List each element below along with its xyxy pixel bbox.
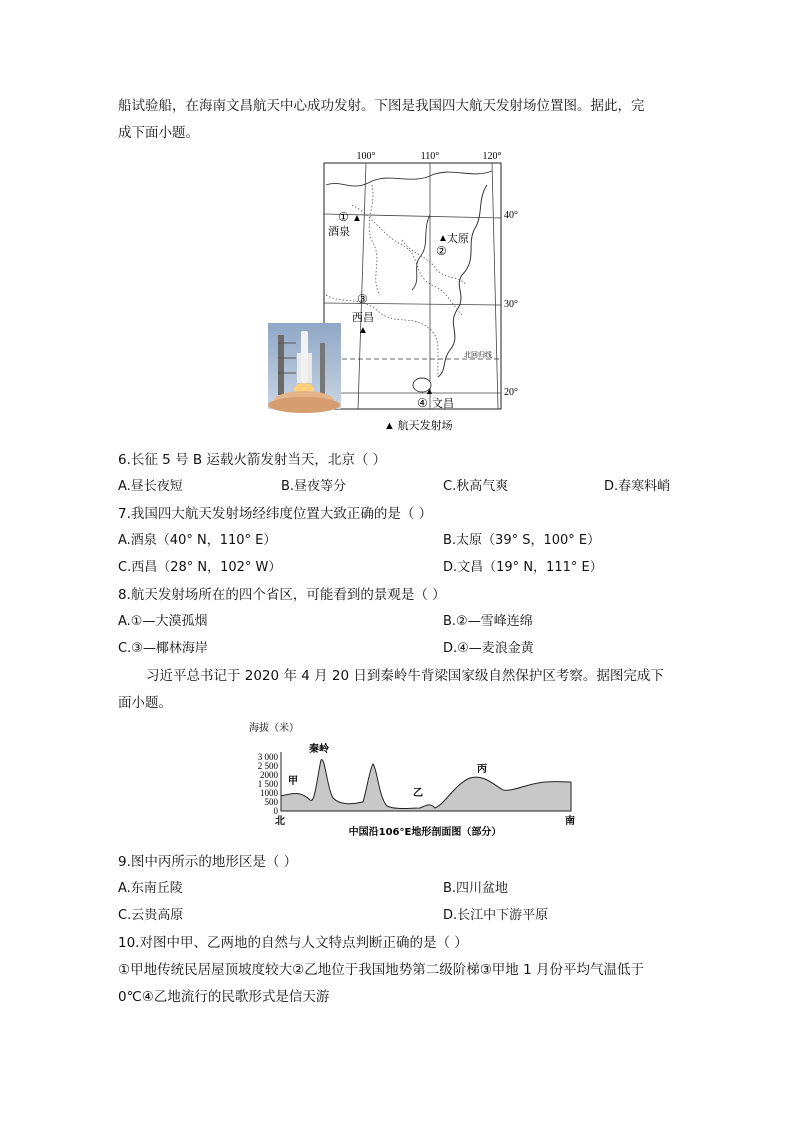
ytick-1000: 1000 — [260, 788, 278, 798]
profile-south: 南 — [565, 816, 575, 827]
site-jiuquan-name: 酒泉 — [328, 226, 350, 238]
tropic-label: 北回归线 — [464, 351, 492, 359]
profile-north: 北 — [275, 816, 285, 827]
ytick-2500: 2 500 — [257, 761, 278, 771]
q7-option-b[interactable]: B.太原（39° S，100° E） — [443, 533, 601, 548]
q8-option-a[interactable]: A.①—大漠孤烟 — [118, 614, 208, 629]
label-yi: 乙 — [413, 788, 423, 799]
profile-caption: 中国沿106°E地形剖面图（部分） — [348, 827, 502, 838]
rocket-launch-photo — [268, 323, 341, 409]
q7-option-c[interactable]: C.西昌（28° N，102° W） — [118, 560, 282, 575]
q7-option-d[interactable]: D.文昌（19° N，111° E） — [443, 560, 603, 575]
site-xichang-name: 西昌 — [352, 312, 374, 324]
profile-terrain — [281, 760, 571, 811]
site-jiuquan-num: ① — [338, 210, 349, 224]
lon-label-120: 120° — [482, 151, 502, 162]
site-wenchang-marker: ▲ — [425, 386, 434, 396]
q10-statements-line-2: 0℃④乙地流行的民歌形式是信天游 — [118, 989, 330, 1005]
ytick-3000: 3 000 — [257, 752, 278, 762]
q6-option-c[interactable]: C.秋高气爽 — [443, 479, 509, 494]
q6-option-a[interactable]: A.昼长夜短 — [118, 479, 183, 494]
q10-statements-line-1: ①甲地传统民居屋顶坡度较大②乙地位于我国地势第二级阶梯③甲地 1 月份平均气温低于 — [118, 962, 644, 978]
site-jiuquan-marker: ▲ — [352, 213, 362, 224]
ytick-2000: 2000 — [260, 770, 278, 780]
lon-label-100: 100° — [356, 151, 376, 162]
site-taiyuan-name: 太原 — [447, 233, 469, 245]
q6-stem: 6.长征 5 号 B 运载火箭发射当天，北京（ ） — [118, 452, 387, 468]
lat-label-40: 40° — [504, 210, 518, 221]
label-qinling: 秦岭 — [309, 744, 329, 755]
label-jia: 甲 — [288, 776, 298, 787]
ytick-0: 0 — [273, 806, 278, 816]
profile-ylabel: 海拔（米） — [249, 723, 299, 734]
profile-yticks — [258, 752, 279, 816]
intro2-line-1: 习近平总书记于 2020 年 4 月 20 日到秦岭牛背梁国家级自然保护区考察。据图完成下 — [146, 668, 664, 684]
site-taiyuan-marker: ▲ — [438, 233, 448, 244]
terrain-profile — [245, 718, 585, 843]
intro-line-2: 成下面小题。 — [118, 125, 199, 141]
q6-option-d[interactable]: D.春寒料峭 — [604, 479, 671, 494]
q7-stem: 7.我国四大航天发射场经纬度位置大致正确的是（ ） — [118, 506, 433, 522]
q9-option-d[interactable]: D.长江中下游平原 — [443, 908, 549, 923]
q6-option-b[interactable]: B.昼夜等分 — [281, 479, 347, 494]
ytick-500: 500 — [264, 797, 278, 807]
lon-label-110: 110° — [420, 151, 440, 162]
site-xichang-marker: ▲ — [358, 325, 368, 336]
q8-stem: 8.航天发射场所在的四个省区，可能看到的景观是（ ） — [118, 587, 446, 603]
q7-option-a[interactable]: A.酒泉（40° N，110° E） — [118, 533, 277, 548]
intro2-line-2: 面小题。 — [118, 695, 172, 711]
map-legend: ▲ 航天发射场 — [384, 420, 453, 432]
lat-label-30: 30° — [504, 299, 518, 310]
map-frame — [324, 163, 501, 409]
q9-option-b[interactable]: B.四川盆地 — [443, 881, 509, 896]
site-wenchang-num: ④ — [417, 396, 428, 410]
q8-option-c[interactable]: C.③—椰林海岸 — [118, 641, 208, 656]
q10-stem: 10.对图中甲、乙两地的自然与人文特点判断正确的是（ ） — [118, 935, 468, 951]
q8-option-d[interactable]: D.④—麦浪金黄 — [443, 641, 534, 656]
intro-line-1: 船试验船，在海南文昌航天中心成功发射。下图是我国四大航天发射场位置图。据此，完 — [118, 98, 645, 114]
q9-option-c[interactable]: C.云贵高原 — [118, 908, 184, 923]
q9-stem: 9.图中丙所示的地形区是（ ） — [118, 854, 298, 870]
ytick-1500: 1 500 — [257, 779, 278, 789]
site-taiyuan-num: ② — [436, 244, 447, 258]
q8-option-b[interactable]: B.②—雪峰连绵 — [443, 614, 533, 629]
site-wenchang-name: 文昌 — [432, 398, 454, 410]
label-bing: 丙 — [477, 764, 487, 775]
lat-label-20: 20° — [504, 387, 518, 398]
q9-option-a[interactable]: A.东南丘陵 — [118, 881, 183, 896]
site-xichang-num: ③ — [357, 292, 368, 306]
